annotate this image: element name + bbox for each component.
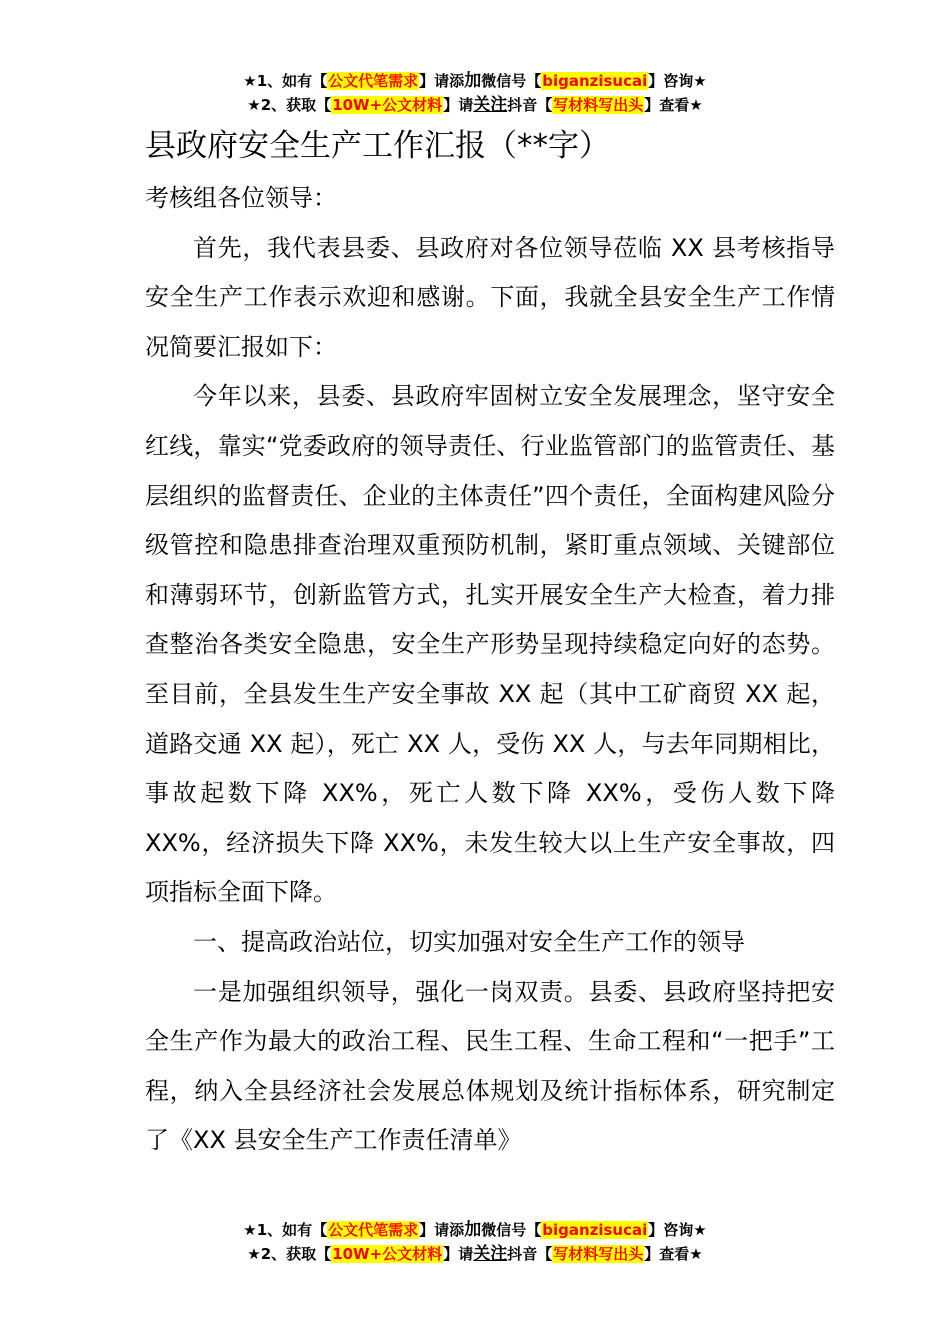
promo-text: 】查看 — [644, 1245, 690, 1263]
salutation: 考核组各位领导： — [145, 184, 337, 212]
promo-text: 1、如有【 — [256, 72, 328, 90]
header-promo-banner — [0, 69, 950, 117]
star-icon: ★ — [243, 72, 257, 90]
promo-text: 】咨询 — [648, 1221, 694, 1239]
promo-text: 】咨询 — [648, 72, 694, 90]
promo-text: 】请添 — [419, 1221, 465, 1239]
star-icon: ★ — [247, 96, 261, 114]
promo-wechat-id: biganzisucai — [542, 1221, 648, 1239]
star-icon: ★ — [689, 1245, 703, 1263]
promo-line-1 — [0, 69, 950, 93]
promo-douyin-id: 写材料写出头 — [553, 96, 644, 114]
promo-text: 】请添 — [419, 72, 465, 90]
paragraph-intro: 首先，我代表县委、县政府对各位领导莅临 XX 县考核指导安全生产工作表示欢迎和感谢。下面，我就全县安全生产工作情况简要汇报如下： — [145, 233, 835, 361]
promo-highlight: 公文代笔需求 — [328, 1221, 419, 1239]
promo-emphasis: 加 — [464, 1220, 482, 1240]
promo-douyin-id: 写材料写出头 — [553, 1245, 644, 1263]
star-icon: ★ — [693, 72, 707, 90]
document-title: 县政府安全生产工作汇报（**字） — [145, 128, 610, 164]
document-body — [145, 120, 835, 1166]
promo-line-2 — [0, 93, 950, 117]
promo-text: 2、获取【 — [260, 96, 332, 114]
star-icon: ★ — [689, 96, 703, 114]
promo-text: 微信号【 — [481, 72, 542, 90]
star-icon: ★ — [247, 1245, 261, 1263]
footer-promo-banner — [0, 1218, 950, 1266]
promo-text: 】查看 — [644, 96, 690, 114]
promo-emphasis: 关注 — [473, 1244, 508, 1264]
promo-wechat-id: biganzisucai — [542, 72, 648, 90]
promo-emphasis: 关注 — [473, 95, 508, 115]
promo-text: 微信号【 — [481, 1221, 542, 1239]
promo-text: 抖音【 — [507, 96, 553, 114]
promo-highlight: 10W+公文材料 — [332, 1245, 443, 1263]
paragraph-section-1: 一是加强组织领导，强化一岗双责。县委、县政府坚持把安全生产作为最大的政治工程、民生工程、生命工程和“一把手”工程，纳入全县经济社会发展总体规划及统计指标体系，研究制定了《XX 县安全生产工作责任清单》 — [145, 977, 835, 1155]
promo-line-2 — [0, 1242, 950, 1266]
star-icon: ★ — [243, 1221, 257, 1239]
promo-text: 2、获取【 — [260, 1245, 332, 1263]
promo-line-1 — [0, 1218, 950, 1242]
promo-text: 】请 — [443, 1245, 474, 1263]
promo-highlight: 10W+公文材料 — [332, 96, 443, 114]
paragraph-overview: 今年以来，县委、县政府牢固树立安全发展理念，坚守安全红线，靠实“党委政府的领导责任、行业监管部门的监管责任、基层组织的监督责任、企业的主体责任”四个责任，全面构建风险分级管控和隐患排查治理双重预防机制，紧盯重点领域、关键部位和薄弱环节，创新监管方式，扎实开展安全生产大检查，着力排查整治各类安全隐患，安全生产形势呈现持续稳定向好的态势。至目前，全县发生生产安全事故 XX 起（其中工矿商贸 XX 起，道路交通 XX 起），死亡 XX 人，受伤 XX 人，与去年同期相比，事故起数下降 XX%，死亡人数下降 XX%，受伤人数下降 XX%，经济损失下降 XX%，未发生较大以上生产安全事故，四项指标全面下降。 — [145, 382, 835, 907]
promo-text: 】请 — [443, 96, 474, 114]
promo-text: 1、如有【 — [256, 1221, 328, 1239]
star-icon: ★ — [693, 1221, 707, 1239]
section-heading: 一、提高政治站位，切实加强对安全生产工作的领导 — [193, 927, 745, 956]
promo-emphasis: 加 — [464, 71, 482, 91]
promo-highlight: 公文代笔需求 — [328, 72, 419, 90]
promo-text: 抖音【 — [507, 1245, 553, 1263]
